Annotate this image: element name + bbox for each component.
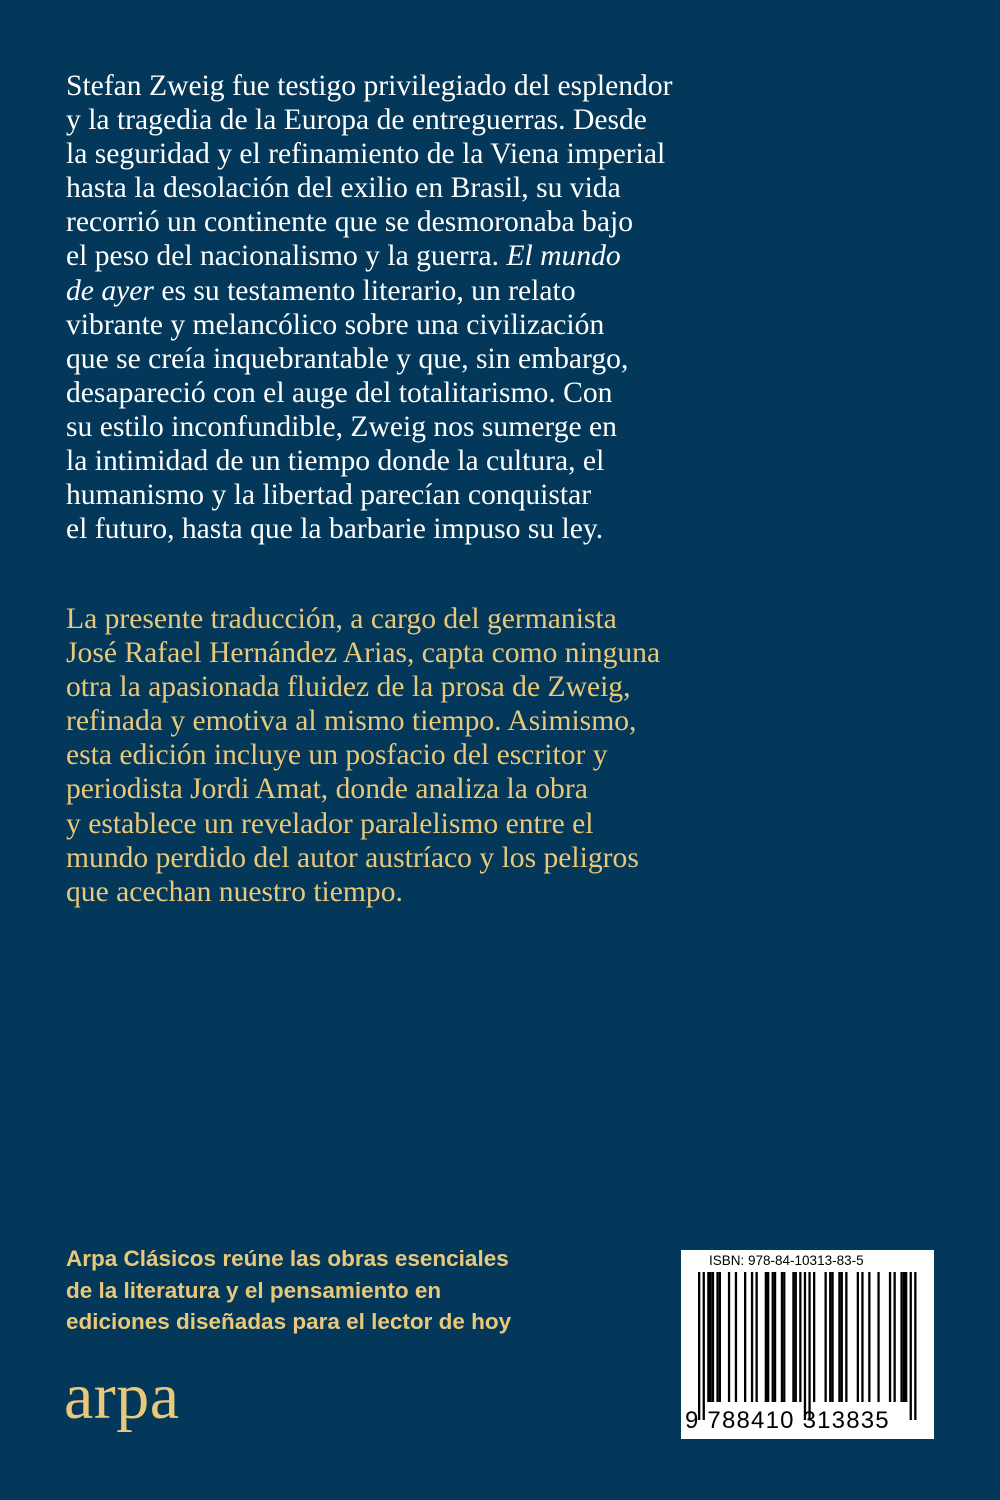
translation-line: que acechan nuestro tiempo. — [66, 875, 403, 908]
description-text: el peso del nacionalismo y la guerra. — [66, 240, 507, 273]
barcode-bar — [903, 1272, 905, 1402]
description-line: humanismo y la libertad parecían conquistar — [66, 479, 592, 512]
description-line: hasta la desolación del exilio en Brasil, su vida — [66, 172, 621, 205]
tagline-line: Arpa Clásicos reúne las obras esenciales — [66, 1246, 509, 1271]
barcode-bar — [772, 1272, 774, 1402]
barcode-bar — [712, 1272, 714, 1402]
tagline-line: ediciones diseñadas para el lector de hoy — [66, 1309, 512, 1334]
translation-line: La presente traducción, a cargo del germanista — [66, 603, 617, 635]
barcode-bar — [905, 1272, 907, 1402]
description-line: que se creía inquebrantable y que, sin embargo, — [66, 342, 629, 375]
translation-line: periodista Jordi Amat, donde analiza la obra — [66, 773, 588, 806]
barcode-bar — [728, 1272, 730, 1402]
description-line: la seguridad y el refinamiento de la Viena imperial — [66, 138, 666, 171]
barcode-bar — [889, 1272, 891, 1402]
barcode-bar — [698, 1272, 700, 1420]
barcode-bar — [716, 1272, 718, 1402]
barcode-bar — [792, 1272, 794, 1402]
barcode-bar — [914, 1272, 916, 1420]
translation-line: y establece un revelador paralelismo entre el — [66, 807, 594, 840]
barcode-bar — [751, 1272, 753, 1402]
isbn-barcode — [681, 1250, 934, 1439]
barcode-bar — [838, 1272, 840, 1402]
description-line — [66, 239, 946, 273]
collection-tagline — [66, 1243, 626, 1338]
ean-digits: 9 788410 313835 — [685, 1407, 890, 1434]
description-line: Stefan Zweig fue testigo privilegiado del esplendor — [66, 70, 673, 102]
translation-line: José Rafael Hernández Arias, capta como ninguna — [66, 637, 661, 670]
barcode-bar — [774, 1272, 776, 1402]
barcode-bar — [707, 1272, 709, 1402]
barcode-bar — [804, 1272, 806, 1420]
barcode-bar — [831, 1272, 833, 1402]
barcode-bar — [868, 1272, 870, 1402]
publisher-logo: arpa — [64, 1360, 180, 1433]
description-text: es su testamento literario, un relato — [153, 274, 576, 307]
barcode-bar — [861, 1272, 863, 1402]
translation-note — [66, 602, 946, 909]
barcode-bar — [765, 1272, 767, 1402]
book-description — [66, 69, 946, 546]
translation-line: mundo perdido del autor austríaco y los peligros — [66, 841, 639, 874]
barcode-bar — [857, 1272, 859, 1402]
barcode-bar — [744, 1272, 746, 1402]
tagline-line: de la literatura y el pensamiento en — [66, 1277, 442, 1303]
barcode-bar — [825, 1272, 827, 1402]
barcode-bar — [756, 1272, 758, 1402]
description-line: la intimidad de un tiempo donde la cultura, el — [66, 445, 605, 478]
barcode-bar — [829, 1272, 831, 1402]
barcode-bar — [795, 1272, 797, 1402]
barcode-bar — [877, 1272, 879, 1402]
barcode-bar — [710, 1272, 712, 1402]
description-line: su estilo inconfundible, Zweig nos sumerge en — [66, 410, 617, 443]
translation-line: refinada y emotiva al mismo tiempo. Asimismo, — [66, 705, 637, 738]
translation-line: esta edición incluye un posfacio del escritor y — [66, 739, 608, 772]
description-line: vibrante y melancólico sobre una civilización — [66, 308, 605, 341]
barcode-bar — [703, 1272, 705, 1420]
description-line — [66, 274, 946, 308]
description-line: desapareció con el auge del totalitarismo. Con — [66, 376, 613, 409]
description-line: y la tragedia de la Europa de entreguerras. Desde — [66, 104, 647, 137]
barcode-bar — [767, 1272, 769, 1402]
barcode-bar — [900, 1272, 902, 1402]
isbn-label: ISBN: 978-84-10313-83-5 — [709, 1253, 864, 1268]
barcode-bar — [910, 1272, 912, 1420]
description-line: recorrió un continente que se desmoronaba bajo — [66, 206, 634, 239]
barcode-bar — [841, 1272, 843, 1402]
barcode-bar — [894, 1272, 896, 1402]
barcode-bar — [808, 1272, 810, 1420]
barcode-bar — [799, 1272, 801, 1402]
barcode-bar — [719, 1272, 721, 1402]
barcode-bar — [783, 1272, 785, 1402]
barcode-bar — [781, 1272, 783, 1402]
barcode-bar — [735, 1272, 737, 1402]
description-line: el futuro, hasta que la barbarie impuso su ley. — [66, 513, 604, 546]
barcode-bar — [845, 1272, 847, 1402]
barcode-bar — [813, 1272, 815, 1402]
book-title-italic: de ayer — [66, 274, 154, 307]
book-title-italic: El mundo — [506, 240, 621, 273]
translation-line: otra la apasionada fluidez de la prosa de Zweig, — [66, 671, 631, 704]
